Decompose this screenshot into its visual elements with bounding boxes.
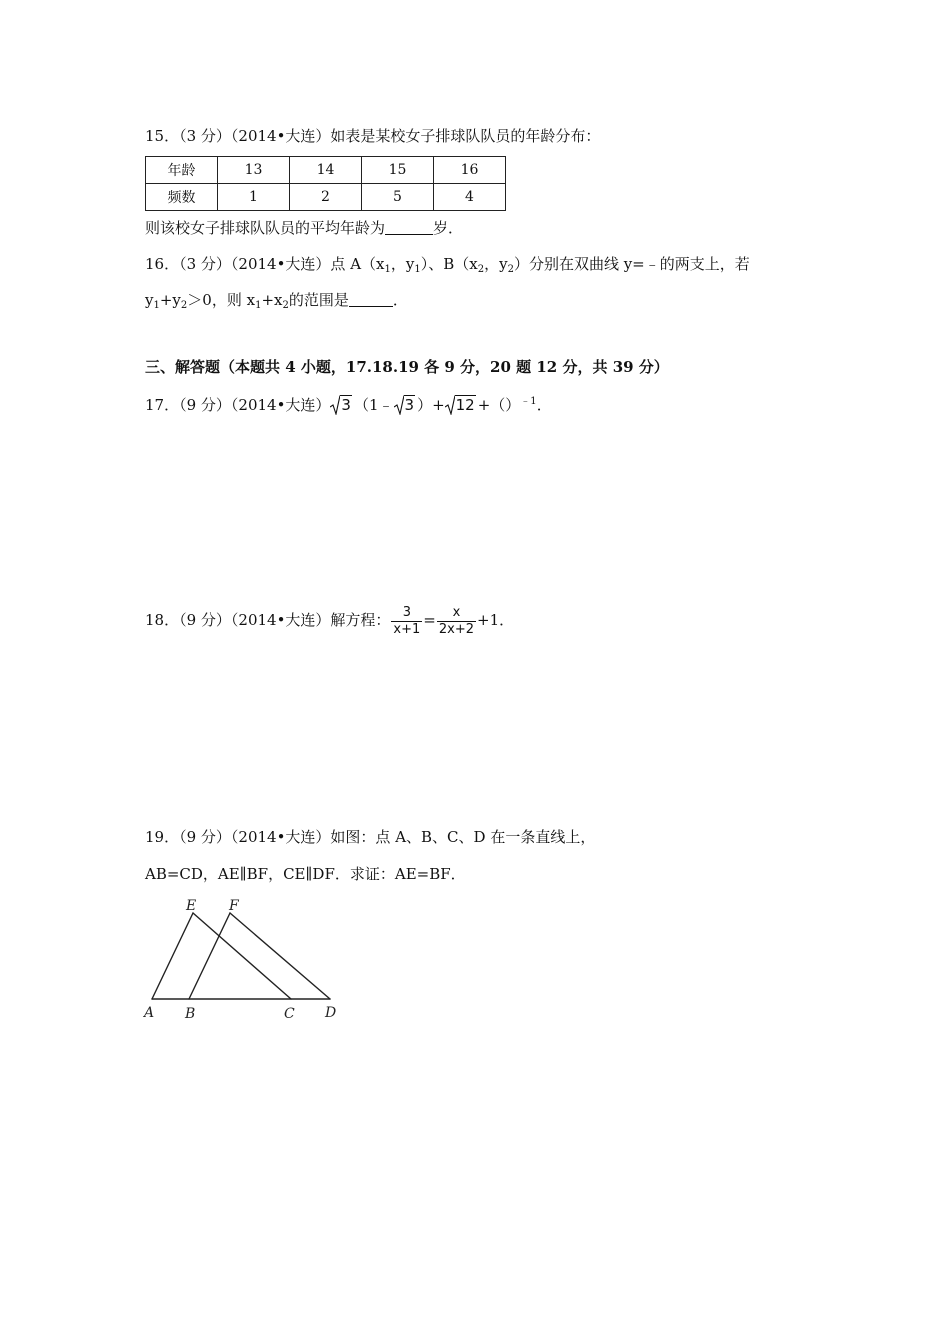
label-a: A	[144, 1005, 155, 1021]
q18-head: 18．（9 分）（2014•大连）解方程：	[145, 611, 391, 629]
q19-line1: 19．（9 分）（2014•大连）如图：点 A、B、C、D 在一条直线上，	[145, 828, 596, 846]
table-cell: 5	[362, 184, 434, 211]
sqrt-expression	[394, 395, 416, 415]
table-cell: 16	[434, 157, 506, 184]
label-b: B	[185, 1006, 196, 1022]
radicand: 3	[341, 396, 351, 414]
table-cell: 2	[290, 184, 362, 211]
segment-fd	[230, 913, 330, 999]
text: 的范围是	[288, 291, 349, 309]
section-title: 三、解答题（本题共 4 小题，17.18.19 各 9 分，20 题 12 分，共 39 分）	[145, 358, 669, 376]
radical-sign-icon	[394, 395, 404, 415]
subscript: 2	[282, 300, 289, 311]
text: ＞0，则 x	[187, 291, 256, 309]
q17-head: 17．（9 分）（2014•大连）	[145, 396, 331, 414]
table-row	[146, 184, 506, 211]
age-frequency-table	[145, 156, 506, 211]
label-c: C	[284, 1006, 295, 1022]
sqrt-expression	[330, 395, 352, 415]
numerator: x	[437, 605, 476, 622]
fraction	[391, 605, 422, 638]
sqrt-expression	[445, 395, 476, 415]
text: ）分别在双曲线 y=﹣的两支上，若	[513, 255, 750, 273]
answer-blank	[349, 292, 393, 307]
subscript: 2	[507, 264, 514, 275]
text: ）、B（x	[420, 255, 478, 273]
q16-line2	[145, 290, 408, 316]
text: ，y	[484, 255, 508, 273]
text: ．	[536, 396, 552, 414]
label-e: E	[186, 898, 197, 914]
table-cell: 频数	[146, 184, 218, 211]
text: +（）	[477, 396, 521, 414]
text: +x	[261, 291, 283, 309]
denominator: x+1	[393, 621, 421, 637]
radicand: 3	[404, 396, 415, 414]
table-cell: 年龄	[146, 157, 218, 184]
segment-ec	[193, 913, 291, 999]
text: +1．	[477, 611, 515, 629]
table-cell: 4	[434, 184, 506, 211]
subscript: 1	[384, 264, 391, 275]
q15-tail	[145, 218, 463, 238]
text: 16．（3 分）（2014•大连）点 A（x	[145, 255, 385, 273]
text: y	[145, 291, 154, 309]
geometry-figure	[140, 893, 360, 1028]
exponent: ﹣1	[520, 396, 537, 407]
segment-ae	[152, 913, 193, 999]
subscript: 2	[477, 264, 485, 275]
text: ，y	[390, 255, 415, 273]
numerator: 3	[391, 605, 422, 622]
q16-line1	[145, 254, 750, 280]
radical-sign-icon	[330, 395, 340, 415]
q18-line	[145, 603, 514, 638]
table-row	[146, 157, 506, 184]
q17-line	[145, 392, 552, 415]
subscript: 1	[414, 264, 421, 275]
radical-sign-icon	[445, 395, 455, 415]
text: ）+	[417, 396, 445, 414]
q15-head: 15．（3 分）（2014•大连）如表是某校女子排球队队员的年龄分布：	[145, 127, 601, 145]
denominator: 2x+2	[438, 621, 474, 637]
text: +y	[159, 291, 181, 309]
equals-sign: =	[423, 611, 436, 629]
text: ．	[392, 291, 408, 309]
subscript: 1	[255, 300, 262, 311]
answer-blank	[385, 220, 433, 235]
table-cell: 14	[290, 157, 362, 184]
table-cell: 15	[362, 157, 434, 184]
fraction	[437, 605, 476, 638]
text: （1﹣	[353, 396, 394, 414]
label-d: D	[325, 1005, 337, 1021]
table-cell: 13	[218, 157, 290, 184]
q15-tail-unit: 岁．	[433, 219, 464, 237]
table-cell: 1	[218, 184, 290, 211]
subscript: 1	[153, 300, 160, 311]
segment-bf	[189, 913, 230, 999]
subscript: 2	[180, 300, 188, 311]
radicand: 12	[455, 396, 475, 414]
q19-line2: AB=CD，AE∥BF，CE∥DF．求证：AE=BF．	[145, 865, 466, 883]
label-f: F	[229, 898, 239, 914]
q15-tail-text: 则该校女子排球队队员的平均年龄为	[145, 219, 386, 237]
